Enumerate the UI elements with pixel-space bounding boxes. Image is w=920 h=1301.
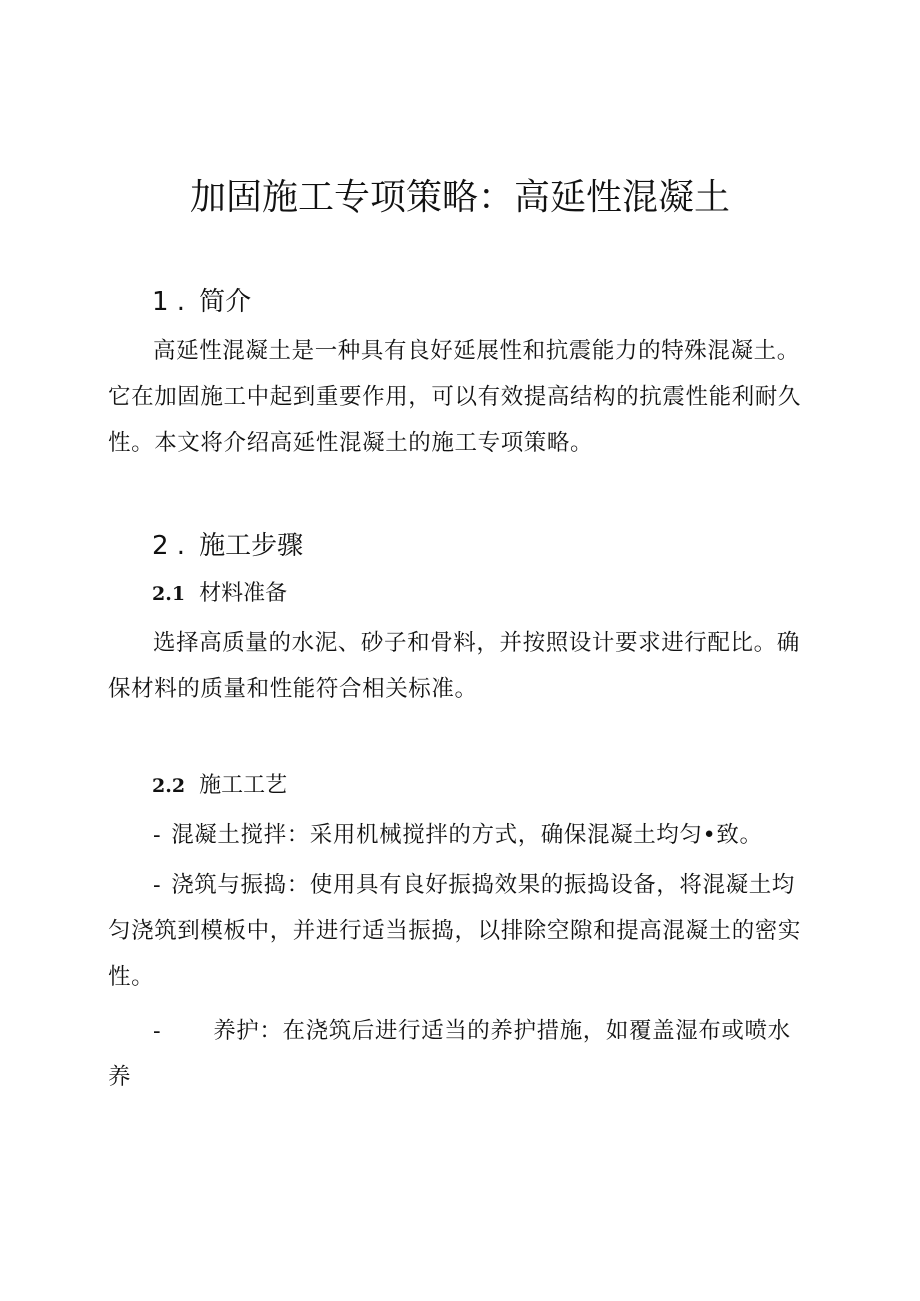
subsection-heading-materials xyxy=(152,578,287,610)
process-item xyxy=(108,812,808,858)
intro-paragraph: 高延性混凝土是一种具有良好延展性和抗震能力的特殊混凝土。它在加固施工中起到重要作用，可以有效提高结构的抗震性能利耐久性。本文将介绍高延性混凝土的施工专项策略。 xyxy=(108,338,802,456)
subsection-title: 施工工艺 xyxy=(199,773,288,798)
document-title: 加固施工专项策略：高延性混凝土 xyxy=(189,177,730,218)
bullet-dash: - xyxy=(153,822,162,848)
process-item xyxy=(108,862,808,1000)
subsection-number: 2.2 xyxy=(152,775,186,797)
section-number: 2 . xyxy=(152,531,186,561)
process-item-text: 养护：在浇筑后进行适当的养护措施，如覆盖湿布或喷水养 xyxy=(108,1018,791,1090)
section-title: 施工步骤 xyxy=(199,531,304,561)
bullet-dash: - xyxy=(153,1018,162,1044)
section-heading-steps xyxy=(152,528,303,564)
bullet-dash: - xyxy=(153,872,162,898)
materials-paragraph: 选择高质量的水泥、砂子和骨料，并按照设计要求进行配比。确保材料的质量和性能符合相关标准。 xyxy=(108,630,800,702)
process-item xyxy=(108,1008,808,1100)
subsection-heading-process xyxy=(152,770,287,802)
section-title: 简介 xyxy=(199,287,252,317)
subsection-number: 2.1 xyxy=(152,583,186,605)
process-item-text: 浇筑与振捣：使用具有良好振捣效果的振捣设备，将混凝土均匀浇筑到模板中，并进行适当振捣，以排除空隙和提高混凝土的密实性。 xyxy=(108,872,802,990)
process-item-text: 混凝土搅拌：采用机械搅拌的方式，确保混凝土均匀•致。 xyxy=(171,822,763,848)
section-heading-intro xyxy=(152,284,251,320)
section-number: 1 . xyxy=(152,287,186,317)
subsection-title: 材料准备 xyxy=(199,581,288,606)
